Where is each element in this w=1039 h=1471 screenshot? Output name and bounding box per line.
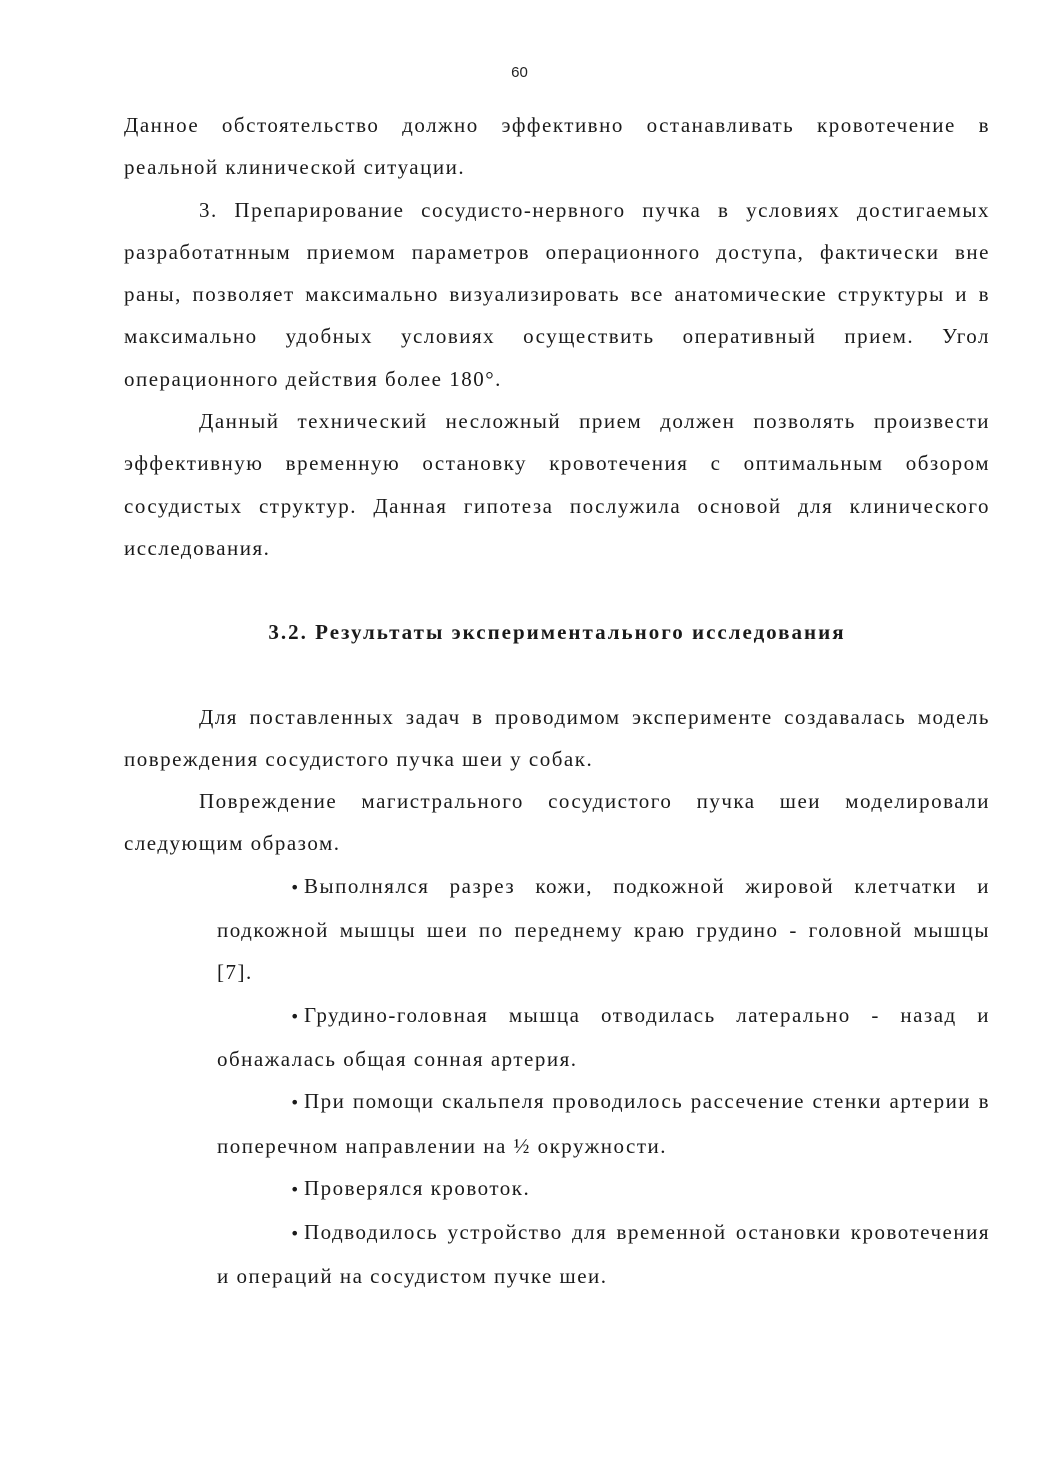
bullet-icon: • [290,1224,300,1244]
list-item-text: При помощи скальпеля проводилось рассечение стенки артерии в поперечном направлении на ½ окружности. [217,1089,990,1158]
list-item-text: Грудино-головная мышца отводилась латерально - назад и обнажалась общая сонная артерия. [217,1002,990,1071]
paragraph-model: Для поставленных задач в проводимом эксперименте создавалась модель повреждения сосудистого пучка шеи у собак. [124,704,990,771]
bullet-icon: • [290,877,300,897]
list-item [217,994,990,1081]
document-body [124,104,990,1298]
bullet-icon: • [290,1179,300,1199]
page-number: 60 [511,64,528,81]
section-heading: 3.2. Результаты экспериментального исследования [268,620,846,645]
list-item [217,1167,990,1211]
paragraph-modeling: Повреждение магистрального сосудистого пучка шеи моделировали следующим образом. [124,789,990,856]
paragraph-item-3: 3. Препарирование сосудисто-нервного пучка в условиях достигаемых разработатнным приемом параметров операционного доступа, фактически вне раны, позволяет максимально визуализировать все анатомические структуры и в максимально удобных условиях осуществить оперативный прием. Угол операционного действия более 180°. [124,197,990,391]
bullet-icon: • [290,1006,300,1026]
list-item-text: Подводилось устройство для временной остановки кровотечения и операций на сосудистом пучке шеи. [217,1220,990,1289]
bullet-icon: • [290,1093,300,1113]
procedure-list [124,865,990,1298]
paragraph-continuation: Данное обстоятельство должно эффективно останавливать кровотечение в реальной клинической ситуации. [124,113,990,180]
list-item [217,1211,990,1298]
list-item-text: Проверялся кровоток. [304,1175,531,1200]
list-item [217,1080,990,1167]
paragraph-hypothesis: Данный технический несложный прием должен позволять произвести эффективную временную остановку кровотечения с оптимальным обзором сосудистых структур. Данная гипотеза послужила основой для клинического исследования. [124,409,990,560]
list-item-text: Выполнялся разрез кожи, подкожной жировой клетчатки и подкожной мышцы шеи по переднему краю грудино - головной мышцы [7]. [217,873,990,985]
list-item [217,865,990,994]
